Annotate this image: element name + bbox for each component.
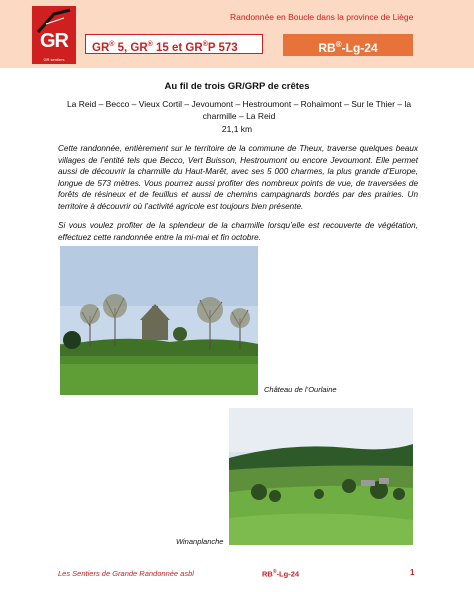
logo-text: GR — [40, 30, 68, 52]
codes-text: 15 et GR — [152, 41, 203, 54]
gr-logo — [32, 6, 76, 64]
route-reference-box — [283, 34, 413, 56]
registered-mark: ® — [272, 569, 277, 575]
description-paragraph: Cette randonnée, entièrement sur le territoire de la commune de Theux, traverse quelques beaux villages de l’entité tels que Becco, Vert Buisson, Hestroumont ou encore Jevoumont. Elle permet aussi de découvrir la charmille du Haut-Marêt, avec ses 5 000 charmes, la plus grande d’Europe, longue de 573 mètres. Vous pourrez aussi profiter des nombreux points de vue, de traversées de forêts de résineux et de feuillus et aussi de chemins campagnards bordés par des prairies. Un territoire à découvrir où l’activité agricole est toujours bien présente. — [58, 144, 418, 211]
winanplanche-photo — [229, 408, 413, 545]
registered-mark: ® — [147, 41, 153, 48]
registered-mark: ® — [335, 40, 342, 49]
route-stops: La Reid – Becco – Vieux Cortil – Jevoumont – Hestroumont – Rohaimont – Sur le Thier – la charmille – La Reid — [66, 99, 412, 121]
codes-text: P 573 — [207, 41, 238, 54]
logo-subtext: GR sentiers — [43, 57, 65, 62]
chateau-photo — [60, 246, 258, 395]
route-distance: 21,1 km — [221, 124, 253, 134]
photo2-caption: Winanplanche — [176, 537, 224, 546]
ref-text: -Lg-24 — [341, 41, 378, 55]
footer-ref-text: RB — [262, 569, 273, 579]
codes-text: 5, GR — [114, 41, 148, 54]
ref-text: RB — [318, 41, 336, 55]
header-tagline: Randonnée en Boucle dans la province de Liège — [230, 12, 414, 22]
registered-mark: ® — [202, 41, 208, 48]
page-title: Au fil de trois GR/GRP de crêtes — [164, 81, 310, 92]
photo1-caption: Château de l’Ourlaine — [264, 385, 337, 394]
footer-ref-text: -Lg-24 — [276, 569, 300, 579]
codes-text: GR — [92, 41, 110, 54]
page-number: 1 — [410, 568, 415, 577]
footer-route-ref — [262, 569, 299, 579]
gr-codes-box — [85, 34, 263, 54]
season-note-paragraph: Si vous voulez profiter de la splendeur de la charmille lorsqu’elle est recouverte de végétation, effectuez cette randonnée entre la mi-mai et fin octobre. — [58, 221, 418, 242]
footer-organisation: Les Sentiers de Grande Randonnée asbl — [58, 569, 194, 578]
registered-mark: ® — [109, 41, 115, 48]
